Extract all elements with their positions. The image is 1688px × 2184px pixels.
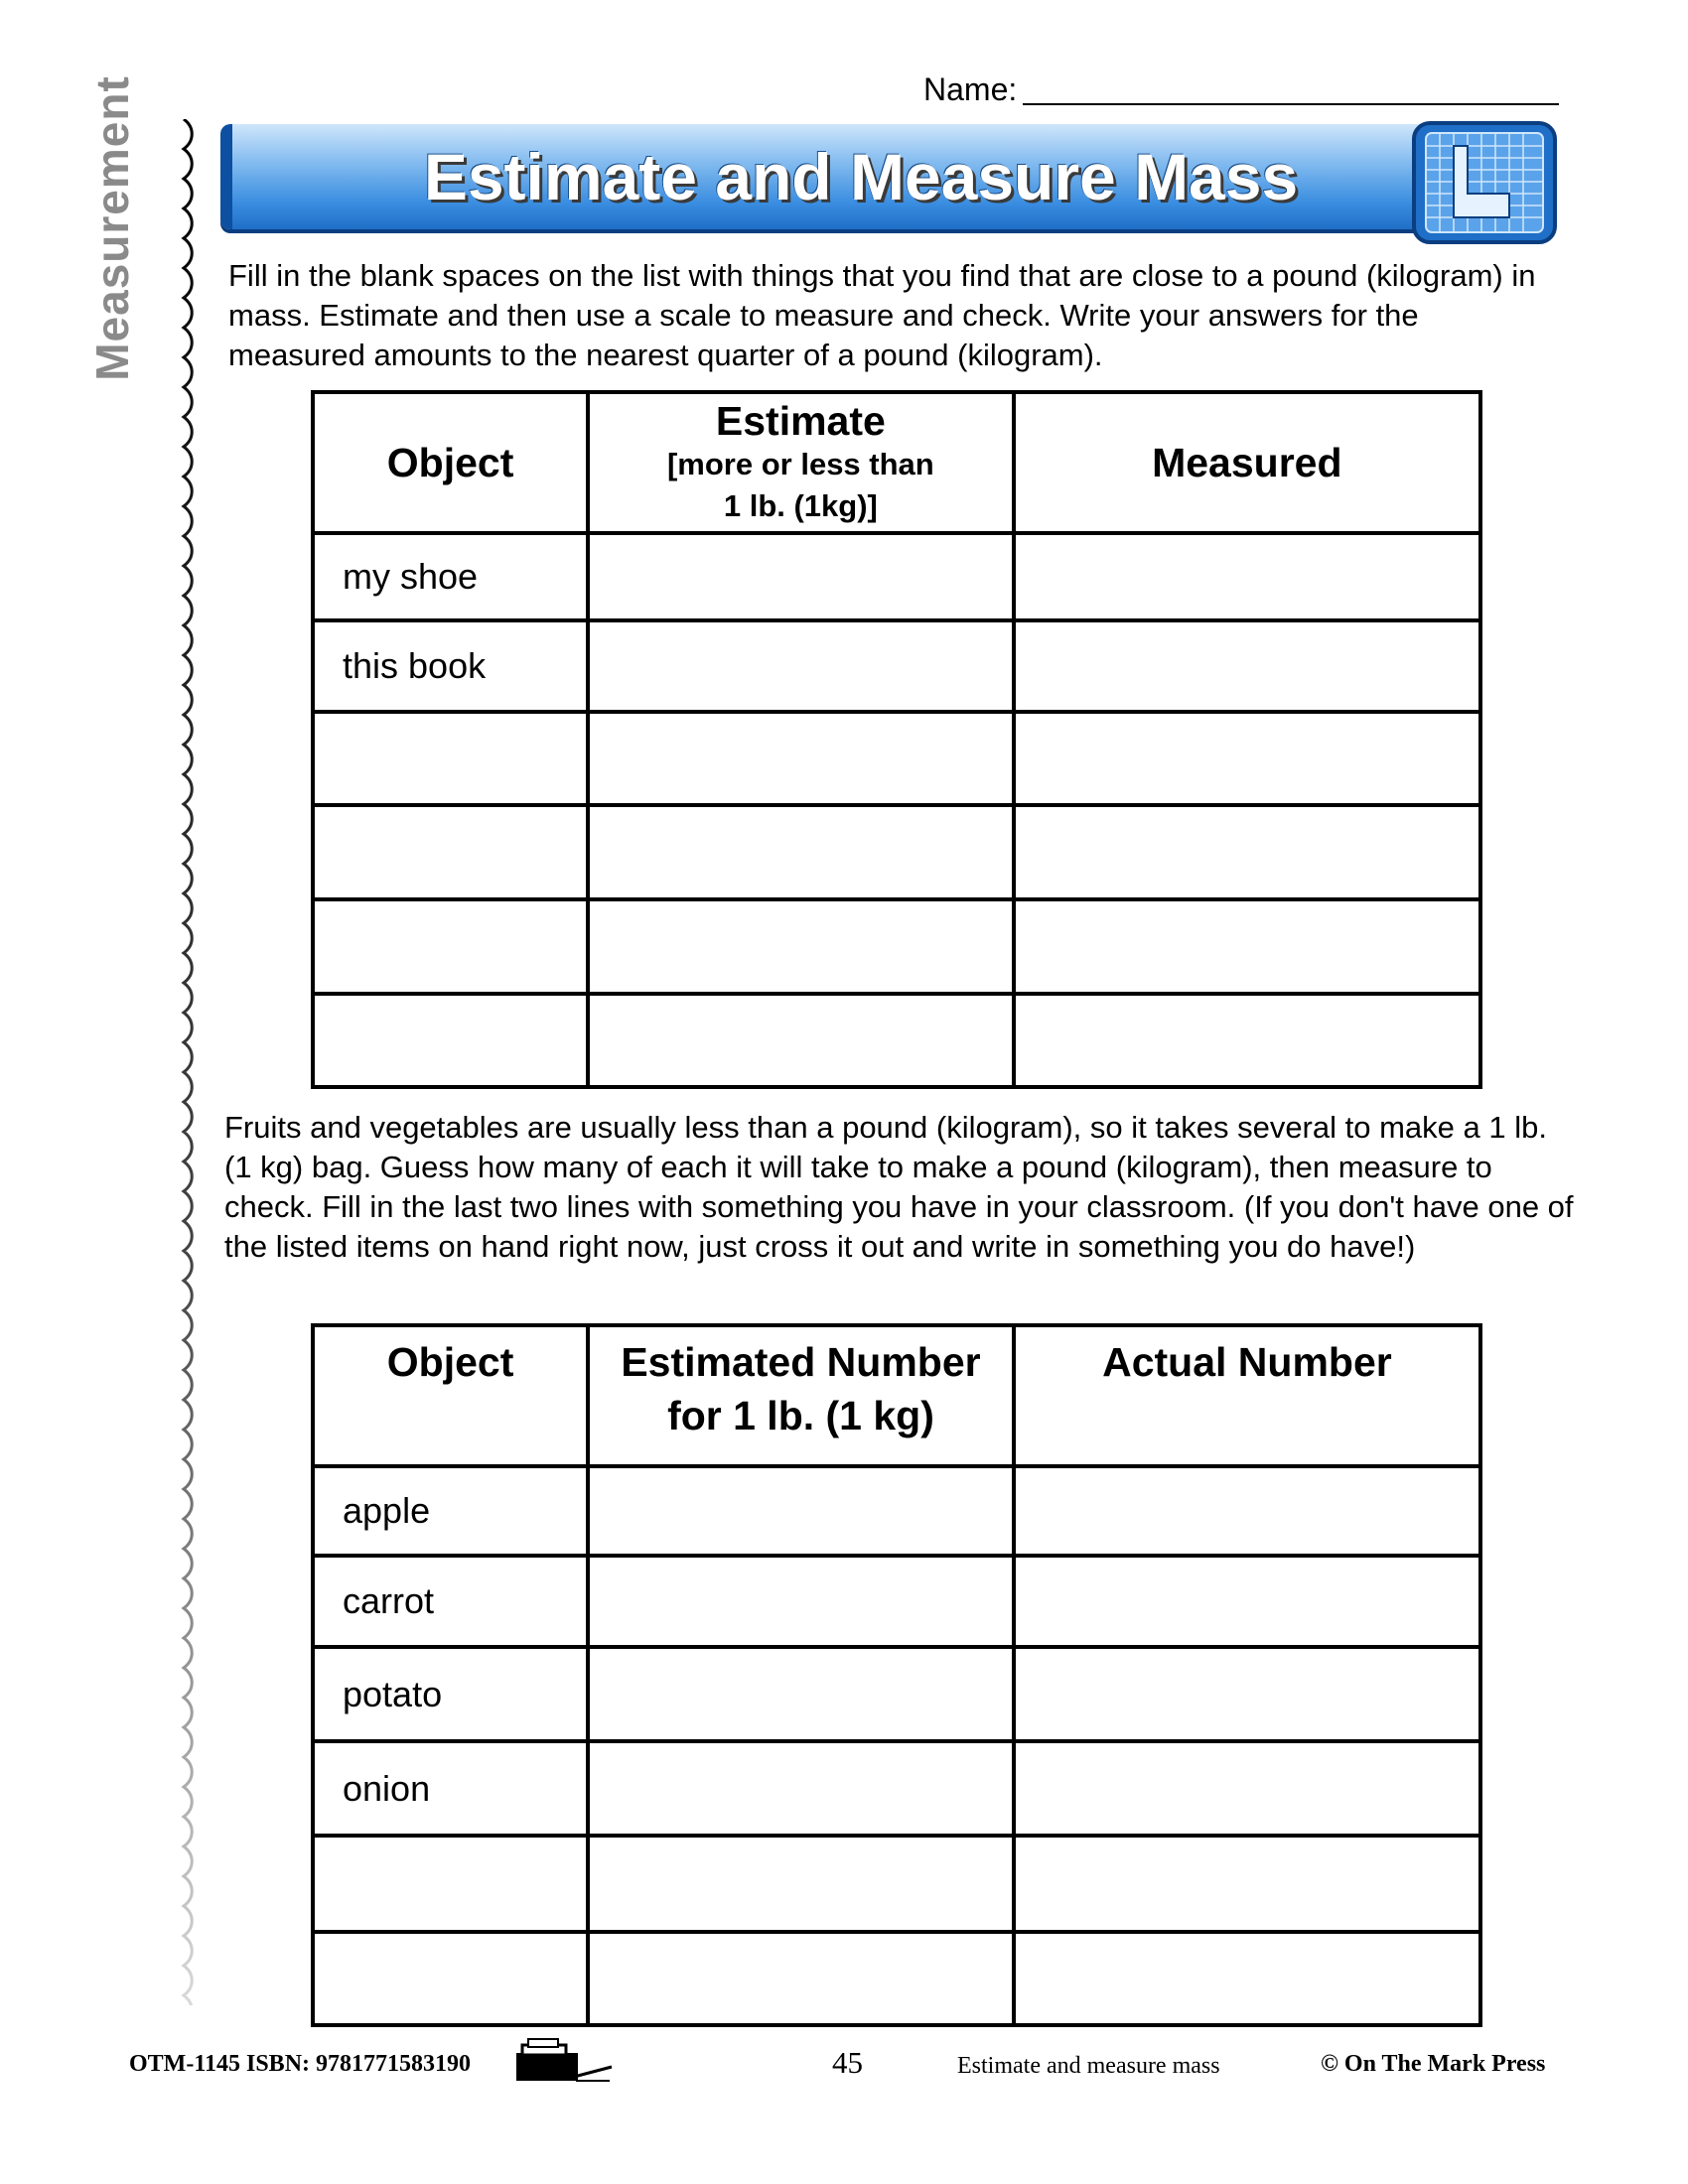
object-cell[interactable]: apple [313, 1466, 588, 1556]
table-row [313, 1932, 1480, 2025]
measured-cell[interactable] [1014, 620, 1480, 712]
object-cell[interactable] [313, 712, 588, 805]
header-estimated-number [588, 1325, 1014, 1466]
footer-copyright: © On The Mark Press [1321, 2051, 1546, 2077]
header-estimate-note-2: 1 lb. (1kg)] [723, 488, 878, 523]
measured-cell[interactable] [1014, 712, 1480, 805]
object-cell[interactable] [313, 1836, 588, 1932]
table-row [313, 1647, 1480, 1741]
header-estimated-line-2: for 1 lb. (1 kg) [667, 1393, 934, 1438]
table-row [313, 899, 1480, 994]
actual-number-cell[interactable] [1014, 1556, 1480, 1647]
measured-cell[interactable] [1014, 899, 1480, 994]
object-cell[interactable]: this book [313, 620, 588, 712]
table-row [313, 1741, 1480, 1836]
table-row [313, 1556, 1480, 1647]
actual-number-cell[interactable] [1014, 1466, 1480, 1556]
object-cell[interactable] [313, 1932, 588, 2025]
estimate-cell[interactable] [588, 620, 1013, 712]
side-section-label: Measurement [86, 75, 138, 381]
object-cell[interactable]: carrot [313, 1556, 588, 1647]
photocopier-icon [514, 2037, 614, 2085]
table-row [313, 805, 1480, 899]
table-row [313, 1836, 1480, 1932]
estimated-number-cell[interactable] [588, 1836, 1014, 1932]
measured-cell[interactable] [1014, 533, 1480, 620]
footer-topic: Estimate and measure mass [957, 2053, 1220, 2079]
object-cell[interactable]: my shoe [313, 533, 588, 620]
estimate-cell[interactable] [588, 533, 1013, 620]
object-cell[interactable] [313, 994, 588, 1087]
fruit-vegetable-count-table [311, 1323, 1482, 2027]
measured-cell[interactable] [1014, 994, 1480, 1087]
table-row [313, 1466, 1480, 1556]
actual-number-cell[interactable] [1014, 1836, 1480, 1932]
object-cell[interactable] [313, 805, 588, 899]
estimated-number-cell[interactable] [588, 1932, 1014, 2025]
table-row [313, 533, 1480, 620]
header-estimate-title: Estimate [715, 398, 886, 444]
name-label: Name: [923, 71, 1018, 107]
header-object [313, 392, 588, 533]
actual-number-cell[interactable] [1014, 1741, 1480, 1836]
header-object-label: Object [386, 1339, 514, 1385]
estimate-cell[interactable] [588, 994, 1013, 1087]
fruits-vegetables-paragraph: Fruits and vegetables are usually less than a pound (kilogram), so it takes several to make a 1 lb. (1 kg) bag. Guess how many of each it will take to make a pound (kilogram), then measure to check. Fill in the last two lines with something you have in your classroom. (If you don't have one of the listed items on hand right now, just cross it out and write in something you do have!) [224, 1110, 1574, 1264]
table-row [313, 994, 1480, 1087]
estimated-number-cell[interactable] [588, 1741, 1014, 1836]
header-object [313, 1325, 588, 1466]
table-header-row [313, 1325, 1480, 1466]
header-object-label: Object [386, 440, 514, 485]
wavy-divider-line [169, 119, 199, 2005]
estimate-measure-table [311, 390, 1482, 1089]
object-cell[interactable]: onion [313, 1741, 588, 1836]
estimated-number-cell[interactable] [588, 1556, 1014, 1647]
estimate-cell[interactable] [588, 712, 1013, 805]
page-number: 45 [832, 2045, 863, 2080]
header-estimate-note-1: [more or less than [666, 447, 934, 481]
header-measured [1014, 392, 1480, 533]
table-row [313, 712, 1480, 805]
name-input-line[interactable] [1023, 103, 1559, 105]
header-measured-label: Measured [1152, 440, 1342, 485]
estimate-cell[interactable] [588, 899, 1013, 994]
header-estimate [588, 392, 1013, 533]
header-actual-number [1014, 1325, 1480, 1466]
estimated-number-cell[interactable] [588, 1647, 1014, 1741]
grid-ruler-icon [1410, 119, 1559, 246]
table-row [313, 620, 1480, 712]
actual-number-cell[interactable] [1014, 1647, 1480, 1741]
estimated-number-cell[interactable] [588, 1466, 1014, 1556]
object-cell[interactable] [313, 899, 588, 994]
page-title: Estimate and Measure Mass [423, 140, 1299, 213]
object-cell[interactable]: potato [313, 1647, 588, 1741]
measured-cell[interactable] [1014, 805, 1480, 899]
estimate-cell[interactable] [588, 805, 1013, 899]
table-header-row [313, 392, 1480, 533]
header-actual-label: Actual Number [1102, 1339, 1392, 1385]
actual-number-cell[interactable] [1014, 1932, 1480, 2025]
intro-paragraph: Fill in the blank spaces on the list with things that you find that are close to a pound (kilogram) in mass. Estimate and then use a scale to measure and check. Write your answers for the measured amounts to the nearest quarter of a pound (kilogram). [228, 258, 1536, 372]
header-estimated-line-1: Estimated Number [621, 1339, 981, 1385]
footer-product-code: OTM-1145 ISBN: 9781771583190 [129, 2051, 472, 2077]
